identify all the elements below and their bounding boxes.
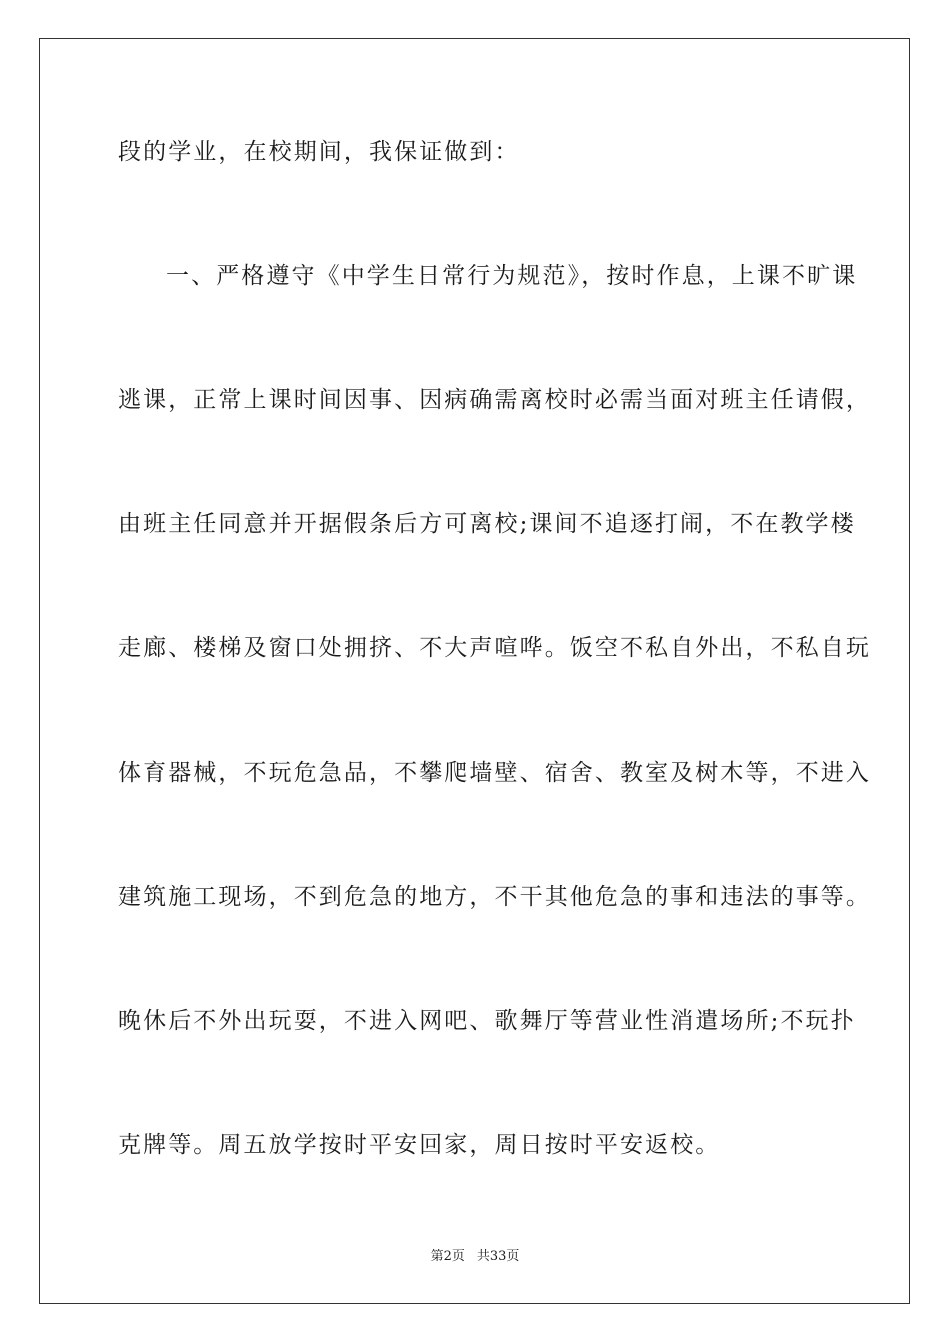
paragraph-line: 由班主任同意并开据假条后方可离校;课间不追逐打闹，不在教学楼 xyxy=(118,511,856,537)
page-total: 共33页 xyxy=(476,1249,520,1264)
paragraph-line: 晚休后不外出玩耍，不进入网吧、歌舞厅等营业性消遣场所;不玩扑 xyxy=(118,1008,856,1034)
paragraph-line: 克牌等。周五放学按时平安回家，周日按时平安返校。 xyxy=(118,1132,721,1158)
paragraph-line: 段的学业，在校期间，我保证做到： xyxy=(118,139,520,165)
page-border xyxy=(39,38,910,1304)
paragraph-line: 走廊、楼梯及窗口处拥挤、不大声喧哗。饭空不私自外出，不私自玩 xyxy=(118,635,871,661)
page-footer xyxy=(0,1248,950,1266)
paragraph-line: 逃课，正常上课时间因事、因病确需离校时必需当面对班主任请假， xyxy=(118,387,871,413)
paragraph-line: 建筑施工现场，不到危急的地方，不干其他危急的事和违法的事等。 xyxy=(118,884,871,910)
page-number: 第2页 xyxy=(430,1249,465,1264)
paragraph-line: 一、严格遵守《中学生日常行为规范》，按时作息，上课不旷课 xyxy=(166,263,858,289)
paragraph-line: 体育器械，不玩危急品，不攀爬墙壁、宿舍、教室及树木等，不进入 xyxy=(118,760,871,786)
